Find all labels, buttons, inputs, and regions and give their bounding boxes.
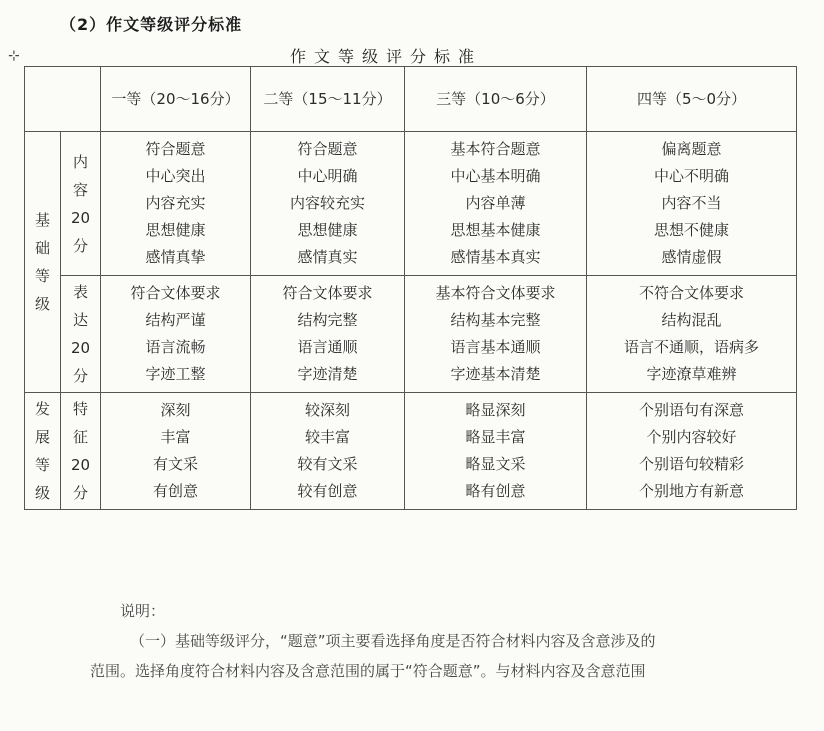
grade-cell (251, 276, 405, 393)
section-char: 级 (34, 295, 50, 313)
group-char: 表 (72, 283, 88, 301)
group-char: 特 (72, 400, 88, 418)
criterion-text: 深刻 (160, 401, 191, 419)
criterion-text: 略显文采 (465, 455, 526, 473)
grade-cell (101, 276, 251, 393)
criterion-text: 感情基本真实 (450, 248, 541, 266)
criterion-text: 字迹工整 (145, 365, 206, 383)
criteria-row (25, 132, 797, 276)
criterion-text: 丰富 (160, 428, 191, 446)
section-label (25, 393, 61, 510)
criterion-text: 感情真挚 (145, 248, 206, 266)
grade-cell (101, 132, 251, 276)
criterion-text: 符合题意 (297, 140, 358, 158)
group-char: 分 (72, 484, 88, 502)
header-row (25, 67, 797, 132)
criterion-text: 结构严谨 (145, 311, 206, 329)
criterion-text: 较有文采 (297, 455, 358, 473)
grade-cell (587, 132, 797, 276)
criteria-row (25, 276, 797, 393)
criterion-text: 结构混乱 (661, 311, 722, 329)
criterion-text: 符合文体要求 (282, 284, 373, 302)
group-char: 20 (70, 456, 91, 474)
section-char: 基 (34, 211, 50, 229)
criterion-text: 较丰富 (304, 428, 350, 446)
section-char: 等 (34, 267, 50, 285)
criterion-text: 语言通顺 (297, 338, 358, 356)
group-char: 分 (72, 236, 88, 255)
criterion-text: 感情真实 (297, 248, 358, 266)
grade-cell (405, 132, 587, 276)
criterion-text: 字迹潦草难辨 (646, 365, 737, 383)
group-label (61, 132, 101, 276)
criterion-text: 内容单薄 (465, 194, 526, 212)
criterion-text: 语言不通顺，语病多 (623, 338, 759, 356)
criterion-text: 较有创意 (297, 482, 358, 500)
grade-cell (587, 393, 797, 510)
section-char: 础 (34, 239, 50, 257)
group-char: 20 (70, 339, 91, 357)
criterion-text: 内容不当 (661, 194, 722, 212)
grade-header: 四等（5～0分） (587, 67, 797, 132)
criterion-text: 中心基本明确 (450, 167, 541, 185)
grading-table (24, 66, 797, 510)
grade-cell (101, 393, 251, 510)
criterion-text: 略有创意 (465, 482, 526, 500)
criterion-text: 略显丰富 (465, 428, 526, 446)
notes-block (90, 596, 800, 686)
criterion-text: 符合文体要求 (130, 284, 221, 302)
criterion-text: 结构完整 (297, 311, 358, 329)
group-char: 20 (70, 208, 91, 227)
table-caption: 作文等级评分标准 (290, 47, 483, 66)
grade-header: 三等（10～6分） (405, 67, 587, 132)
grade-cell (251, 393, 405, 510)
grade-header: 二等（15～11分） (251, 67, 405, 132)
criterion-text: 思想基本健康 (450, 221, 541, 239)
criterion-text: 有文采 (152, 455, 198, 473)
section-char: 展 (34, 428, 50, 446)
criterion-text: 有创意 (152, 482, 198, 500)
grade-cell (405, 276, 587, 393)
section-heading: （2）作文等级评分标准 (60, 15, 243, 34)
criterion-text: 字迹清楚 (297, 365, 358, 383)
group-label (61, 393, 101, 510)
criterion-text: 较深刻 (304, 401, 350, 419)
criterion-text: 结构基本完整 (450, 311, 541, 329)
criterion-text: 偏离题意 (661, 140, 722, 158)
group-char: 内 (72, 152, 88, 171)
grade-cell (587, 276, 797, 393)
criterion-text: 中心突出 (145, 167, 206, 185)
group-char: 达 (72, 311, 88, 329)
criterion-text: 语言流畅 (145, 338, 206, 356)
criterion-text: 中心不明确 (653, 167, 729, 185)
section-char: 发 (34, 400, 50, 418)
criterion-text: 个别语句有深意 (638, 401, 744, 419)
criterion-text: 字迹基本清楚 (450, 365, 541, 383)
cross-mark-icon: ⊹ (8, 48, 20, 64)
criterion-text: 基本符合文体要求 (435, 284, 556, 302)
notes-line-2: 范围。选择角度符合材料内容及含意范围的属于“符合题意”。与材料内容及含意范围 (90, 662, 646, 680)
notes-line-1: （一）基础等级评分，“题意”项主要看选择角度是否符合材料内容及含意涉及的 (130, 632, 656, 650)
group-char: 征 (72, 428, 88, 446)
criterion-text: 思想健康 (145, 221, 206, 239)
criterion-text: 略显深刻 (465, 401, 526, 419)
criterion-text: 思想健康 (297, 221, 358, 239)
grade-cell (251, 132, 405, 276)
criterion-text: 思想不健康 (653, 221, 729, 239)
criterion-text: 不符合文体要求 (638, 284, 744, 302)
grade-header: 一等（20～16分） (101, 67, 251, 132)
section-label (25, 132, 61, 393)
notes-title: 说明： (120, 602, 166, 620)
criteria-row (25, 393, 797, 510)
group-label (61, 276, 101, 393)
group-char: 容 (72, 180, 88, 199)
criterion-text: 中心明确 (297, 167, 358, 185)
criterion-text: 符合题意 (145, 140, 206, 158)
criterion-text: 基本符合题意 (450, 140, 541, 158)
section-char: 等 (34, 456, 50, 474)
criterion-text: 感情虚假 (661, 248, 722, 266)
group-char: 分 (72, 367, 88, 385)
criterion-text: 个别地方有新意 (638, 482, 744, 500)
corner-cell (25, 67, 101, 132)
criterion-text: 个别语句较精彩 (638, 455, 744, 473)
criterion-text: 个别内容较好 (646, 428, 737, 446)
grade-cell (405, 393, 587, 510)
criterion-text: 内容充实 (145, 194, 206, 212)
criterion-text: 语言基本通顺 (450, 338, 541, 356)
criterion-text: 内容较充实 (289, 194, 365, 212)
section-char: 级 (34, 484, 50, 502)
